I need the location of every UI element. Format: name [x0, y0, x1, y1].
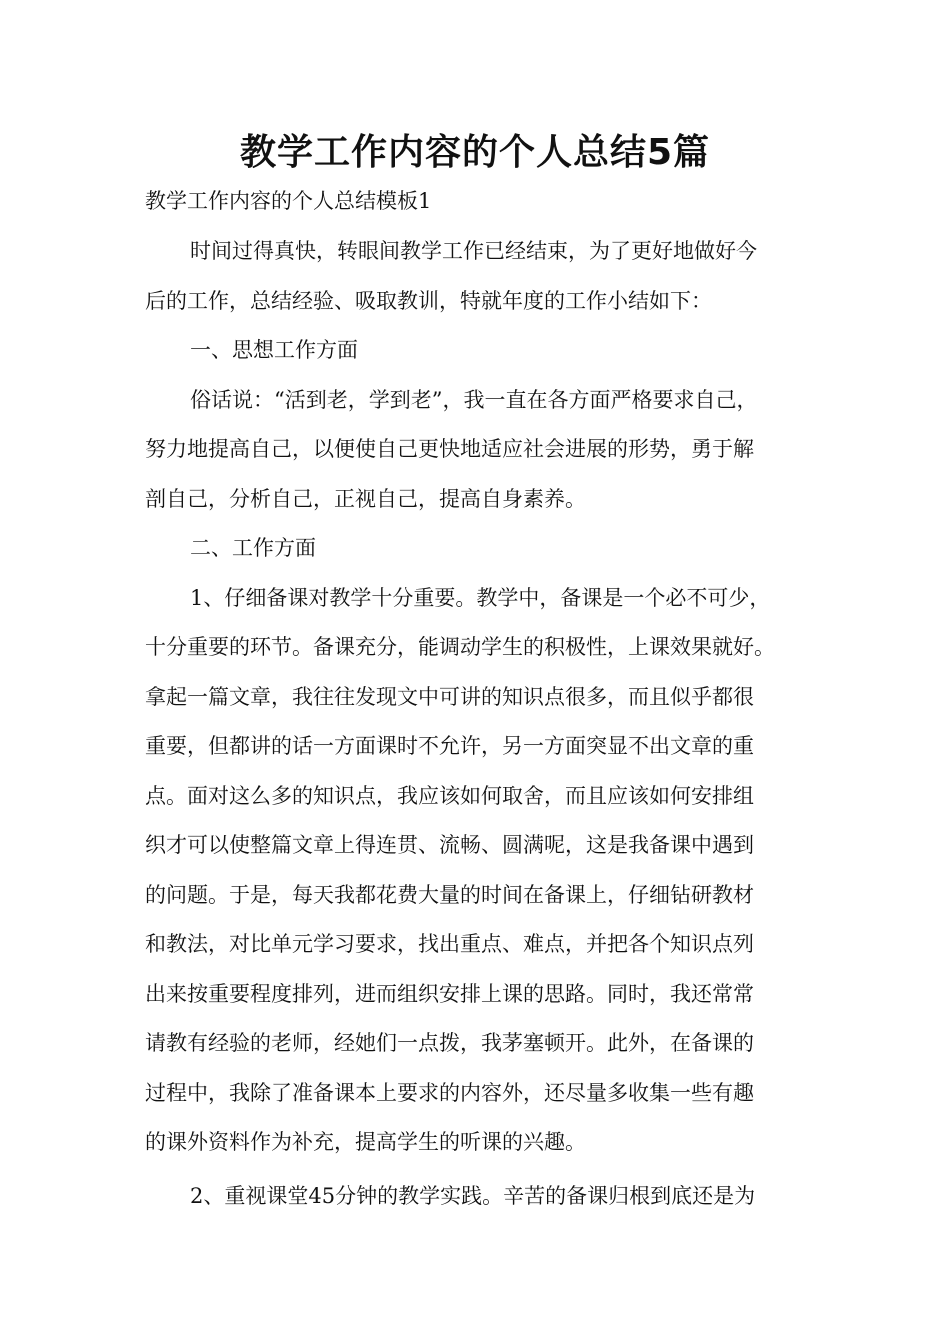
- body-line: 2、重视课堂45分钟的教学实践。辛苦的备课归根到底还是为: [190, 1184, 756, 1208]
- body-line: 努力地提高自己，以便使自己更快地适应社会进展的形势，勇于解: [145, 437, 754, 461]
- document-subtitle: 教学工作内容的个人总结模板1: [145, 189, 432, 213]
- body-line: 后的工作，总结经验、吸取教训，特就年度的工作小结如下：: [145, 289, 712, 313]
- section-heading-thought: 一、思想工作方面: [190, 338, 358, 362]
- body-line: 和教法，对比单元学习要求，找出重点、难点，并把各个知识点列: [145, 932, 754, 956]
- body-line: 重要，但都讲的话一方面课时不允许，另一方面突显不出文章的重: [145, 734, 754, 758]
- body-line: 俗话说：“活到老，学到老”，我一直在各方面严格要求自己，: [190, 388, 758, 412]
- body-line: 十分重要的环节。备课充分，能调动学生的积极性，上课效果就好。: [145, 635, 775, 659]
- body-line: 的问题。于是，每天我都花费大量的时间在备课上，仔细钻研教材: [145, 883, 754, 907]
- body-line: 点。面对这么多的知识点，我应该如何取舍，而且应该如何安排组: [145, 784, 754, 808]
- body-line: 剖自己，分析自己，正视自己，提高自身素养。: [145, 487, 586, 511]
- body-line: 时间过得真快，转眼间教学工作已经结束，为了更好地做好今: [190, 239, 757, 263]
- body-line: 请教有经验的老师，经她们一点拨，我茅塞顿开。此外，在备课的: [145, 1031, 754, 1055]
- body-line: 拿起一篇文章，我往往发现文中可讲的知识点很多，而且似乎都很: [145, 685, 754, 709]
- document-title: 教学工作内容的个人总结5篇: [239, 132, 711, 173]
- body-line: 过程中，我除了准备课本上要求的内容外，还尽量多收集一些有趣: [145, 1081, 754, 1105]
- body-line: 的课外资料作为补充，提高学生的听课的兴趣。: [145, 1130, 586, 1154]
- section-heading-work: 二、工作方面: [190, 536, 316, 560]
- body-line: 出来按重要程度排列，进而组织安排上课的思路。同时，我还常常: [145, 982, 754, 1006]
- body-line: 1、仔细备课对教学十分重要。教学中，备课是一个必不可少，: [190, 586, 771, 610]
- body-line: 织才可以使整篇文章上得连贯、流畅、圆满呢，这是我备课中遇到: [145, 833, 754, 857]
